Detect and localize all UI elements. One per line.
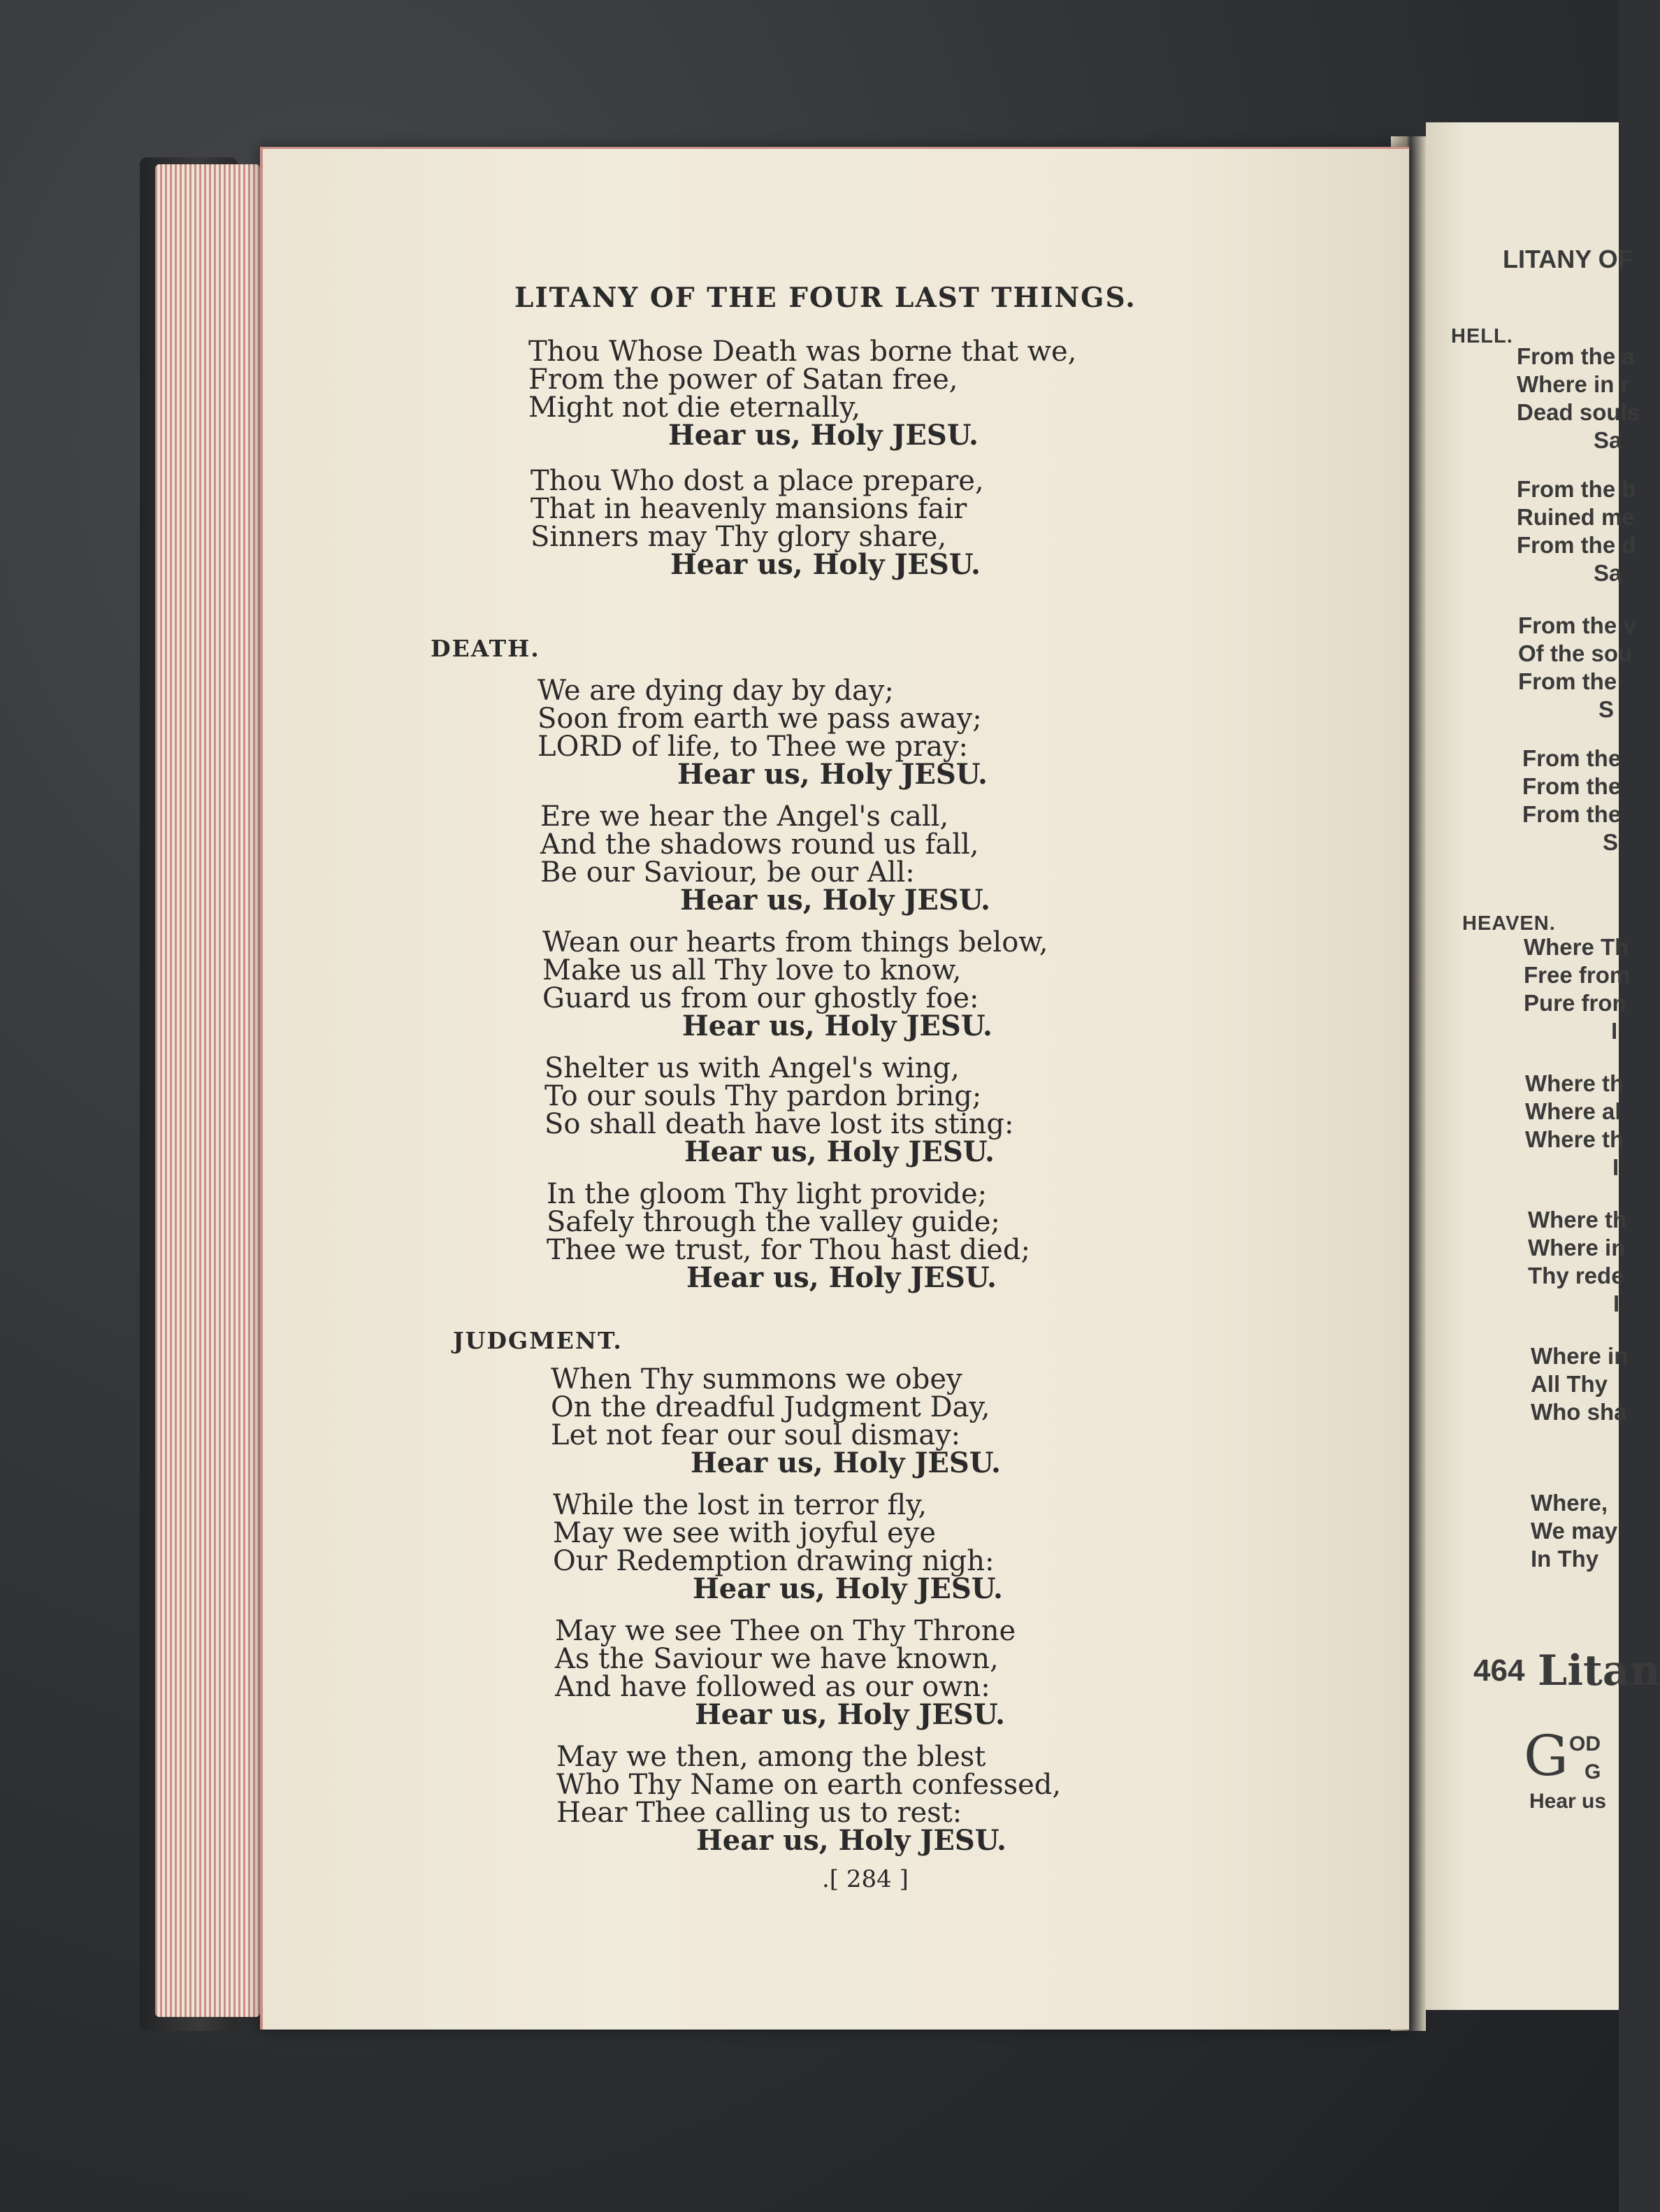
verse-line: Sinners may Thy glory share, <box>531 521 947 553</box>
fragment-line: Where Th <box>1524 934 1629 960</box>
verse-fragment <box>1518 612 1636 724</box>
verse-line: Soon from earth we pass away; <box>537 703 982 735</box>
refrain: Hear us, Holy JESU. <box>680 884 990 917</box>
left-page <box>260 147 1409 2030</box>
refrain: Hear us, Holy JESU. <box>686 1261 997 1294</box>
fragment-line: From the a <box>1517 343 1635 369</box>
verse-fragment <box>1517 343 1640 454</box>
fragment-line: Where th <box>1525 1126 1624 1152</box>
verse-line: Might not die eternally, <box>528 392 861 424</box>
refrain: Hear us, Holy JESU. <box>670 548 981 581</box>
verse-line: Ere we hear the Angel's call, <box>540 800 949 833</box>
fragment-line: From the <box>1522 801 1622 827</box>
verse <box>537 677 988 789</box>
fragment-line: From the <box>1522 745 1622 771</box>
verse-line: While the lost in terror fly, <box>553 1489 928 1521</box>
refrain: Hear us, Holy JESU. <box>684 1135 995 1168</box>
drop-cap: G <box>1524 1723 1568 1788</box>
refrain: Hear us, Holy JESU. <box>695 1698 1005 1731</box>
refrain: Hear us, Holy JESU. <box>691 1446 1001 1479</box>
hymn-title: Litan <box>1538 1646 1660 1695</box>
fragment-line: Hear us <box>1529 1790 1607 1813</box>
verse-line: We are dying day by day; <box>537 675 894 707</box>
fragment-line: Of the sou <box>1518 640 1633 666</box>
refrain: Hear us, Holy JESU. <box>696 1824 1006 1857</box>
verse <box>555 1617 1016 1729</box>
fragment-line: Where in r <box>1517 371 1630 397</box>
verse-fragment <box>1517 475 1636 587</box>
verse-line: On the dreadful Judgment Day, <box>551 1391 990 1423</box>
verse <box>531 467 984 579</box>
verse-line: So shall death have lost its sting: <box>544 1108 1014 1140</box>
fragment-line: From the <box>1518 668 1617 694</box>
verse-line: May we see Thee on Thy Throne <box>555 1615 1016 1647</box>
verse-line: Hear Thee calling us to rest: <box>556 1797 962 1829</box>
fragment-line: From the <box>1522 773 1622 799</box>
verse-line: To our souls Thy pardon bring; <box>544 1080 982 1112</box>
fragment-line: All Thy <box>1531 1371 1608 1397</box>
verse-line: Thee we trust, for Thou hast died; <box>547 1234 1030 1266</box>
verse-line: LORD of life, to Thee we pray: <box>537 731 968 763</box>
verse <box>556 1743 1061 1855</box>
verse-line: When Thy summons we obey <box>551 1363 962 1395</box>
fragment-line: I <box>1612 1154 1619 1180</box>
fragment-line: Dead souls <box>1517 399 1640 425</box>
verse <box>540 800 990 917</box>
verse-line: Let not fear our soul dismay: <box>551 1419 961 1451</box>
verse-line: From the power of Satan free, <box>528 364 958 396</box>
page-header: LITANY OF THE FOUR LAST THINGS. <box>514 282 1136 314</box>
refrain: Hear us, Holy JESU. <box>677 758 988 791</box>
fragment-line: I <box>1611 1018 1618 1044</box>
fragment-line: Where in <box>1531 1343 1629 1369</box>
section-label-judgment: JUDGMENT. <box>453 1327 623 1354</box>
verse-line: Thou Whose Death was borne that we, <box>528 336 1077 368</box>
verse-fragment <box>1531 1489 1617 1573</box>
fragment-line: Free from <box>1524 962 1631 988</box>
fragment-line: Where, <box>1531 1490 1608 1516</box>
fragment-line: I <box>1613 1291 1620 1316</box>
refrain: Hear us, Holy JESU. <box>693 1572 1003 1605</box>
refrain: Hear us, Holy JESU. <box>668 419 979 452</box>
page-number: .[ 284 ] <box>822 1865 909 1893</box>
verse <box>528 338 1076 450</box>
fragment-line: Sa <box>1594 427 1622 453</box>
verse-line: And the shadows round us fall, <box>540 828 979 861</box>
verse <box>553 1491 1003 1603</box>
verse-line: Our Redemption drawing nigh: <box>553 1545 995 1577</box>
right-page <box>1426 122 1660 2010</box>
fragment-line: Where th <box>1525 1070 1624 1096</box>
verse-line: Shelter us with Angel's wing, <box>544 1052 960 1084</box>
fragment-line: From the b <box>1517 476 1636 502</box>
fragment-line: Sa <box>1594 560 1622 586</box>
fragment-line: S <box>1598 696 1615 722</box>
fragment-line: Where al <box>1525 1098 1622 1124</box>
fragment-line: S <box>1603 829 1619 855</box>
verse-line: In the gloom Thy light provide; <box>547 1178 988 1210</box>
verse <box>547 1180 1030 1292</box>
section-label-death: DEATH. <box>431 635 540 662</box>
verse-line: Be our Saviour, be our All: <box>540 856 915 889</box>
verse-fragment <box>1531 1342 1628 1426</box>
fragment-line: From the d <box>1517 532 1636 558</box>
verse-line: And have followed as our own: <box>555 1671 990 1703</box>
verse <box>551 1365 1001 1477</box>
verse-line: Wean our hearts from things below, <box>542 926 1048 958</box>
verse-line: Make us all Thy love to know, <box>542 954 962 986</box>
drop-cap-rest <box>1569 1730 1601 1786</box>
fragment-line: Where th <box>1528 1207 1627 1233</box>
verse <box>544 1054 1013 1166</box>
verse-line: Thou Who dost a place prepare, <box>531 465 984 497</box>
fragment-line: OD <box>1569 1732 1601 1755</box>
page-stack-edges <box>155 164 260 2017</box>
fragment-line: In Thy <box>1531 1546 1599 1572</box>
verse-fragment <box>1528 1206 1626 1318</box>
hymn-number: 464 <box>1473 1653 1525 1688</box>
fragment-line: G <box>1585 1760 1601 1783</box>
verse-line: Safely through the valley guide; <box>547 1206 1000 1238</box>
verse-line: That in heavenly mansions fair <box>531 493 967 525</box>
verse-line: As the Saviour we have known, <box>555 1643 999 1675</box>
right-page-header: LITANY OF <box>1503 245 1633 273</box>
refrain: Hear us, Holy JESU. <box>682 1010 993 1042</box>
verse-fragment <box>1524 933 1630 1045</box>
verse-fragment <box>1525 1070 1624 1182</box>
fragment-line: We may <box>1531 1518 1618 1544</box>
fragment-line: Where in <box>1528 1235 1626 1261</box>
verse <box>542 928 1048 1040</box>
verse-line: May we then, among the blest <box>556 1741 986 1773</box>
section-label-hell: HELL. <box>1451 325 1513 347</box>
verse-fragment <box>1522 745 1621 856</box>
fragment-line: Who sha <box>1531 1399 1627 1425</box>
verse-line: Who Thy Name on earth confessed, <box>556 1769 1062 1801</box>
fragment-line: Thy rede <box>1528 1263 1624 1288</box>
fragment-line: Ruined me <box>1517 504 1635 530</box>
section-label-heaven: HEAVEN. <box>1462 912 1556 935</box>
verse-line: Guard us from our ghostly foe: <box>542 982 979 1014</box>
verse-line: May we see with joyful eye <box>553 1517 937 1549</box>
fragment-line: Pure fron <box>1524 990 1626 1016</box>
fragment-line: From the v <box>1518 612 1636 638</box>
